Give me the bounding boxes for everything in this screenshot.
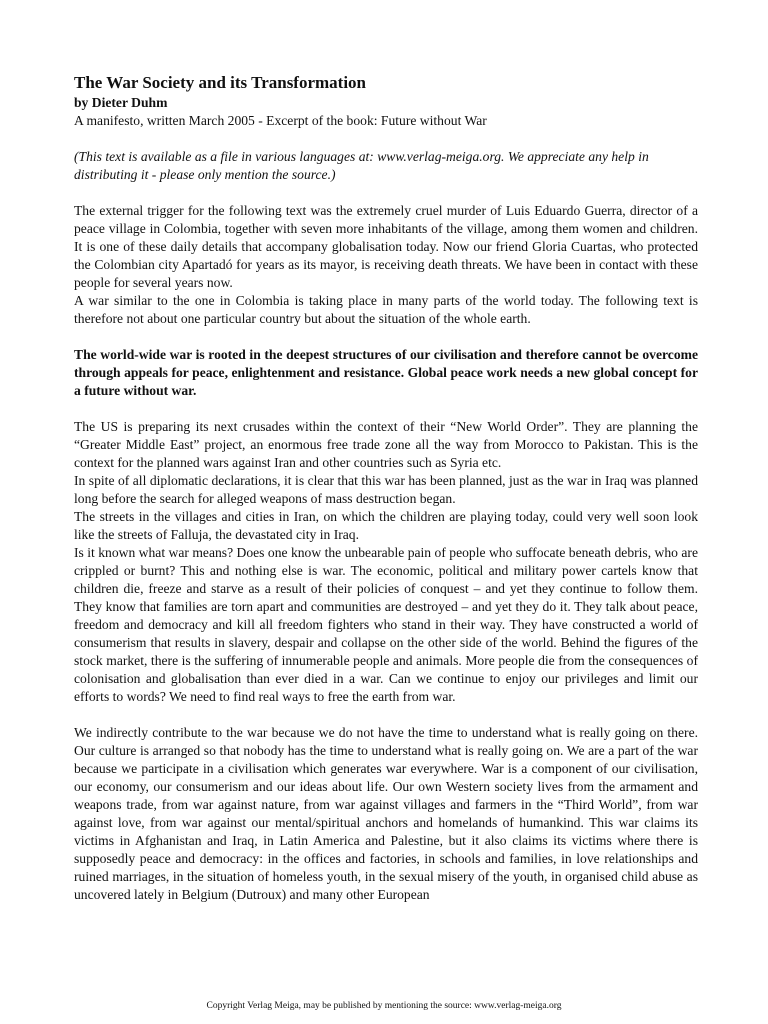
paragraph-us-crusades: The US is preparing its next crusades within the context of their “New World Order”. They are planning the “Greater Middle East” project, an enormous free trade zone all the way from Morocco to Pakistan. This is the context for the planned wars against Iran and other countries such as Syria etc. [74, 419, 698, 470]
document-subtitle: A manifesto, written March 2005 - Excerpt of the book: Future without War [74, 113, 487, 128]
document-author: by Dieter Duhm [74, 95, 168, 110]
availability-note: (This text is available as a file in various languages at: www.verlag-meiga.org. We appreciate any help in distributing it - please only mention the source.) [74, 149, 649, 182]
paragraph-trigger: The external trigger for the following text was the extremely cruel murder of Luis Eduardo Guerra, director of a peace village in Colombia, together with seven more inhabitants of the village, among them women and children. It is one of these daily details that accompany globalisation today. Now our friend Gloria Cuartas, who protected the Colombian city Apartadó for years as its mayor, is receiving death threats. We have been in contact with these people for several years now. [74, 203, 698, 290]
paragraph-war-meaning: Is it known what war means? Does one know the unbearable pain of people who suffocate beneath debris, who are crippled or burnt? This and nothing else is war. The economic, political and military power cartels know that children die, freeze and starve as a result of their policies of conquest – and yet they continue to follow them. They know that families are torn apart and communities are destroyed – and yet they do it. They talk about peace, freedom and democracy and kill all freedom fighters who stand in their way. They have constructed a world of consumerism that results in slavery, despair and collapse on the other side of the world. Behind the figures of the stock market, there is the suffering of innumerable people and animals. More people die from the consequences of colonisation and globalisation than ever died in a war. Can we continue to enjoy our privileges and limit our efforts to words? We need to find real ways to free the earth from war. [74, 545, 698, 704]
paragraph-diplomacy: In spite of all diplomatic declarations, it is clear that this war has been planned, just as the war in Iraq was planned long before the search for alleged weapons of mass destruction began. [74, 473, 698, 506]
paragraph-colombia: A war similar to the one in Colombia is taking place in many parts of the world today. The following text is therefore not about one particular country but about the situation of the whole earth. [74, 293, 698, 326]
paragraph-iran-streets: The streets in the villages and cities in Iran, on which the children are playing today, could very well soon look like the streets of Falluja, the devastated city in Iraq. [74, 509, 698, 542]
document-title: The War Society and its Transformation [74, 73, 367, 92]
paragraph-thesis: The world-wide war is rooted in the deepest structures of our civilisation and therefore cannot be overcome through appeals for peace, enlightenment and resistance. Global peace work needs a new global concept for a future without war. [74, 347, 698, 398]
document-page [74, 72, 698, 904]
paragraph-indirect-contribution: We indirectly contribute to the war because we do not have the time to understand what is really going on there. Our culture is arranged so that nobody has the time to understand what is really going on. We are a part of the war because we participate in a civilisation which generates war everywhere. War is a component of our civilisation, our economy, our consumerism and our ideas about life. Our own Western society lives from the armament and weapons trade, from war against nature, from war against villages and farmers in the “Third World”, from war against love, from war against our mental/spiritual anchors and homelands of humankind. This war claims its victims in Afghanistan and Iraq, in Latin America and Palestine, but it also claims its victims where there is supposedly peace and democracy: in the offices and factories, in schools and families, in love relationships and ruined marriages, in the situation of homeless youth, in the sexual misery of the youth, in organised child abuse as uncovered lately in Belgium (Dutroux) and many other European [74, 725, 698, 902]
copyright-footer: Copyright Verlag Meiga, may be published by mentioning the source: www.verlag-meiga.org [206, 1001, 562, 1011]
